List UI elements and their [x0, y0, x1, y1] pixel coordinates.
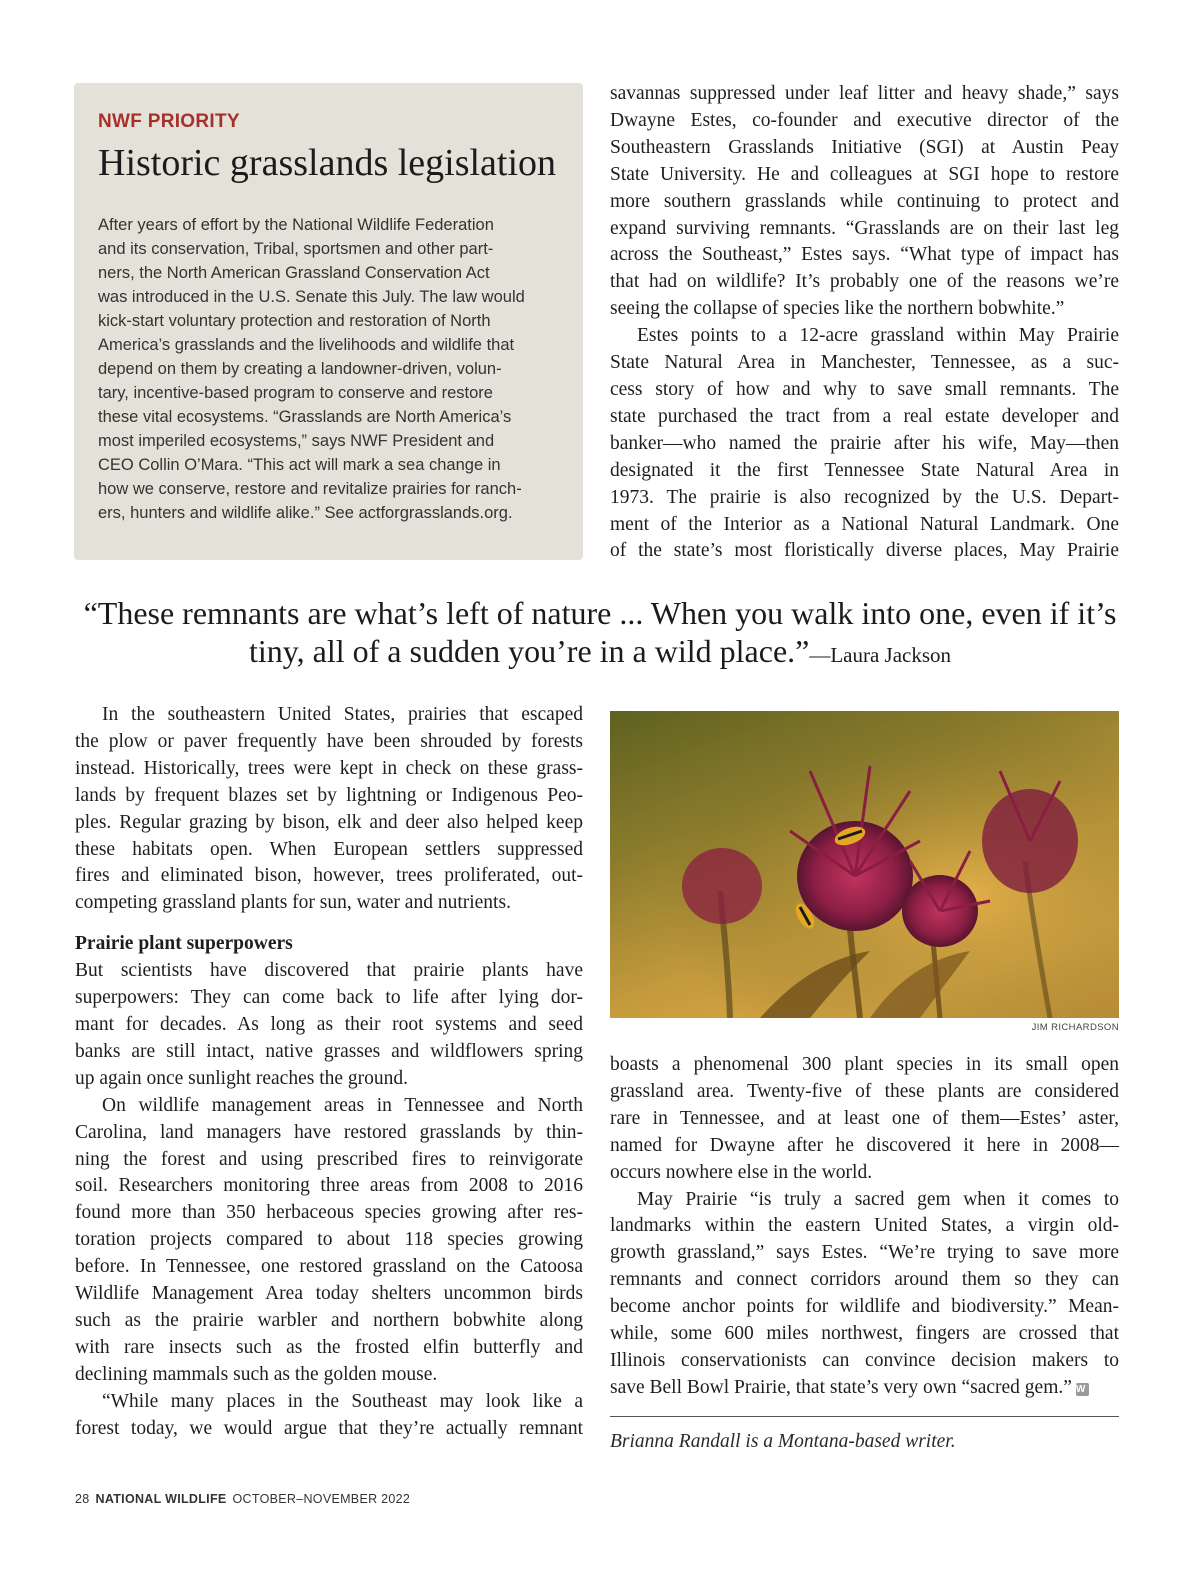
body-line: Illinois conservationists can convince decision makers to: [610, 1349, 1119, 1371]
pull-quote: [60, 594, 1140, 674]
photo-credit: JIM RICHARDSON: [1031, 1022, 1119, 1033]
pull-quote-text: tiny, all of a sudden you’re in a wild place.”: [248, 633, 810, 669]
sidebar-kicker: NWF PRIORITY: [98, 111, 240, 132]
body-line: mant for decades. As long as their root systems and seed: [75, 1013, 583, 1035]
magazine-name: NATIONAL WILDLIFE: [95, 1492, 227, 1506]
body-line: expand surviving remnants. “Grasslands are on their last leg: [610, 217, 1119, 239]
sidebar-line: kick-start voluntary protection and restoration of North: [98, 311, 491, 330]
body-line: Southeastern Grasslands Initiative (SGI) at Austin Peay: [610, 136, 1119, 158]
page-folio: [75, 1492, 410, 1506]
body-line: rare in Tennessee, and at least one of them—Estes’ aster,: [610, 1107, 1119, 1129]
body-column-top-right: [610, 81, 1119, 565]
pull-quote-line-2: [60, 632, 1140, 674]
body-line: instead. Historically, trees were kept in check on these grass-: [75, 757, 583, 779]
body-line: toration projects compared to about 118 species growing: [75, 1229, 583, 1251]
body-line: the plow or paver frequently have been shrouded by forests: [75, 730, 583, 752]
body-column-bottom-right: [610, 1052, 1119, 1402]
body-line: while, some 600 miles northwest, fingers are crossed that: [610, 1323, 1119, 1345]
photo-thistle-beetles: [610, 711, 1119, 1018]
author-byline: Brianna Randall is a Montana-based writer.: [610, 1431, 956, 1452]
sidebar-title: Historic grasslands legislation: [98, 142, 557, 184]
sidebar-line: these vital ecosystems. “Grasslands are North America’s: [98, 407, 512, 426]
body-line: seeing the collapse of species like the northern bobwhite.”: [610, 298, 1065, 320]
body-line: declining mammals such as the golden mouse.: [75, 1363, 438, 1385]
body-line: named for Dwayne after he discovered it here in 2008—: [610, 1134, 1119, 1156]
sidebar-line: ers, hunters and wildlife alike.” See actforgrasslands.org.: [98, 503, 513, 522]
body-line: On wildlife management areas in Tennessee and North: [102, 1094, 583, 1116]
body-line: ples. Regular grazing by bison, elk and deer also helped keep: [75, 811, 583, 833]
body-line: state purchased the tract from a real estate developer and: [610, 405, 1119, 427]
body-line: across the Southeast,” Estes says. “What type of impact has: [610, 244, 1119, 266]
body-line: grassland area. Twenty-five of these plants are considered: [610, 1080, 1119, 1102]
body-line: boasts a phenomenal 300 plant species in its small open: [610, 1054, 1119, 1075]
body-line: Carolina, land managers have restored grasslands by thin-: [75, 1121, 583, 1143]
body-line: found more than 350 herbaceous species growing after res-: [75, 1202, 583, 1224]
body-line: May Prairie “is truly a sacred gem when it comes to: [637, 1188, 1119, 1210]
sidebar-line: America’s grasslands and the livelihoods and wildlife that: [98, 335, 515, 354]
body-line: superpowers: They can come back to life after lying dor-: [75, 987, 583, 1009]
sidebar-line: depend on them by creating a landowner-driven, volun-: [98, 359, 502, 378]
body-line: savannas suppressed under leaf litter and heavy shade,” says: [610, 83, 1119, 104]
sidebar-line: After years of effort by the National Wildlife Federation: [98, 215, 494, 234]
body-column-left: [75, 702, 583, 1442]
body-line: In the southeastern United States, prairies that escaped: [102, 704, 583, 725]
body-line: But scientists have discovered that prairie plants have: [75, 960, 583, 982]
body-line: lands by frequent blazes set by lightning or Indigenous Peo-: [75, 784, 583, 806]
body-line: become anchor points for wildlife and biodiversity.” Mean-: [610, 1296, 1119, 1318]
body-line: more southern grasslands while continuing to protect and: [610, 190, 1119, 212]
page-number: 28: [75, 1492, 90, 1506]
section-subhead: Prairie plant superpowers: [75, 933, 293, 955]
sidebar-line: ners, the North American Grassland Conservation Act: [98, 263, 490, 282]
sidebar-box: [74, 83, 583, 560]
byline-divider: [610, 1416, 1119, 1417]
body-line-final: [610, 1375, 1119, 1402]
sidebar-line: and its conservation, Tribal, sportsmen and other part-: [98, 239, 494, 258]
body-line-text: save Bell Bowl Prairie, that state’s very own “sacred gem.”: [610, 1376, 1072, 1398]
body-line: designated it the first Tennessee State Natural Area in: [610, 459, 1119, 481]
body-line: before. In Tennessee, one restored grassland on the Catoosa: [75, 1256, 583, 1278]
body-line: cess story of how and why to save small remnants. The: [610, 378, 1119, 400]
sidebar-line: was introduced in the U.S. Senate this July. The law would: [98, 287, 525, 306]
body-line: remnants and connect corridors around them so they can: [610, 1269, 1119, 1291]
sidebar-body: [98, 213, 559, 525]
body-line: banks are still intact, native grasses and wildflowers spring: [75, 1040, 583, 1062]
body-line: soil. Researchers monitoring three areas from 2008 to 2016: [75, 1175, 583, 1197]
body-line: landmarks within the eastern United States, a virgin old-: [610, 1215, 1119, 1237]
body-line: fires and eliminated bison, however, trees proliferated, out-: [75, 865, 583, 887]
body-line: State Natural Area in Manchester, Tennessee, as a suc-: [610, 352, 1119, 374]
body-line: competing grassland plants for sun, water and nutrients.: [75, 892, 511, 914]
body-line: forest today, we would argue that they’re actually remnant: [75, 1417, 583, 1439]
body-line: 1973. The prairie is also recognized by the U.S. Depart-: [610, 486, 1119, 508]
end-mark-icon: W: [1076, 1383, 1089, 1396]
body-line: ment of the Interior as a National Natural Landmark. One: [610, 513, 1119, 535]
body-line: that had on wildlife? It’s probably one of the reasons we’re: [610, 271, 1119, 293]
sidebar-line: tary, incentive-based program to conserve and restore: [98, 383, 493, 402]
body-line: such as the prairie warbler and northern bobwhite along: [75, 1309, 583, 1331]
sidebar-line: CEO Collin O’Mara. “This act will mark a sea change in: [98, 455, 501, 474]
sidebar-line: most imperiled ecosystems,” says NWF President and: [98, 431, 495, 450]
body-line: Dwayne Estes, co-founder and executive director of the: [610, 109, 1119, 131]
sidebar-line: how we conserve, restore and revitalize prairies for ranch-: [98, 479, 522, 498]
photo-illustration: [610, 711, 1119, 1018]
pull-quote-attribution: —Laura Jackson: [809, 643, 952, 667]
body-line: State University. He and colleagues at SGI hope to restore: [610, 163, 1119, 185]
pull-quote-line: “These remnants are what’s left of nature ... When you walk into one, even if it’s: [83, 595, 1117, 631]
body-line: occurs nowhere else in the world.: [610, 1161, 873, 1183]
body-line: Wildlife Management Area today shelters uncommon birds: [75, 1283, 583, 1305]
body-line: growth grassland,” says Estes. “We’re trying to save more: [610, 1242, 1119, 1264]
body-line: these habitats open. When European settlers suppressed: [75, 838, 583, 860]
issue-date: OCTOBER–NOVEMBER 2022: [232, 1492, 411, 1506]
body-line: ning the forest and using prescribed fires to reinvigorate: [75, 1148, 583, 1170]
body-line: up again once sunlight reaches the ground.: [75, 1067, 409, 1089]
body-line: Estes points to a 12-acre grassland within May Prairie: [637, 325, 1119, 347]
body-line: banker—who named the prairie after his wife, May—then: [610, 432, 1119, 454]
body-line: with rare insects such as the frosted elfin butterfly and: [75, 1336, 583, 1358]
body-line: “While many places in the Southeast may look like a: [102, 1390, 583, 1412]
body-line: of the state’s most floristically diverse places, May Prairie: [610, 540, 1119, 562]
